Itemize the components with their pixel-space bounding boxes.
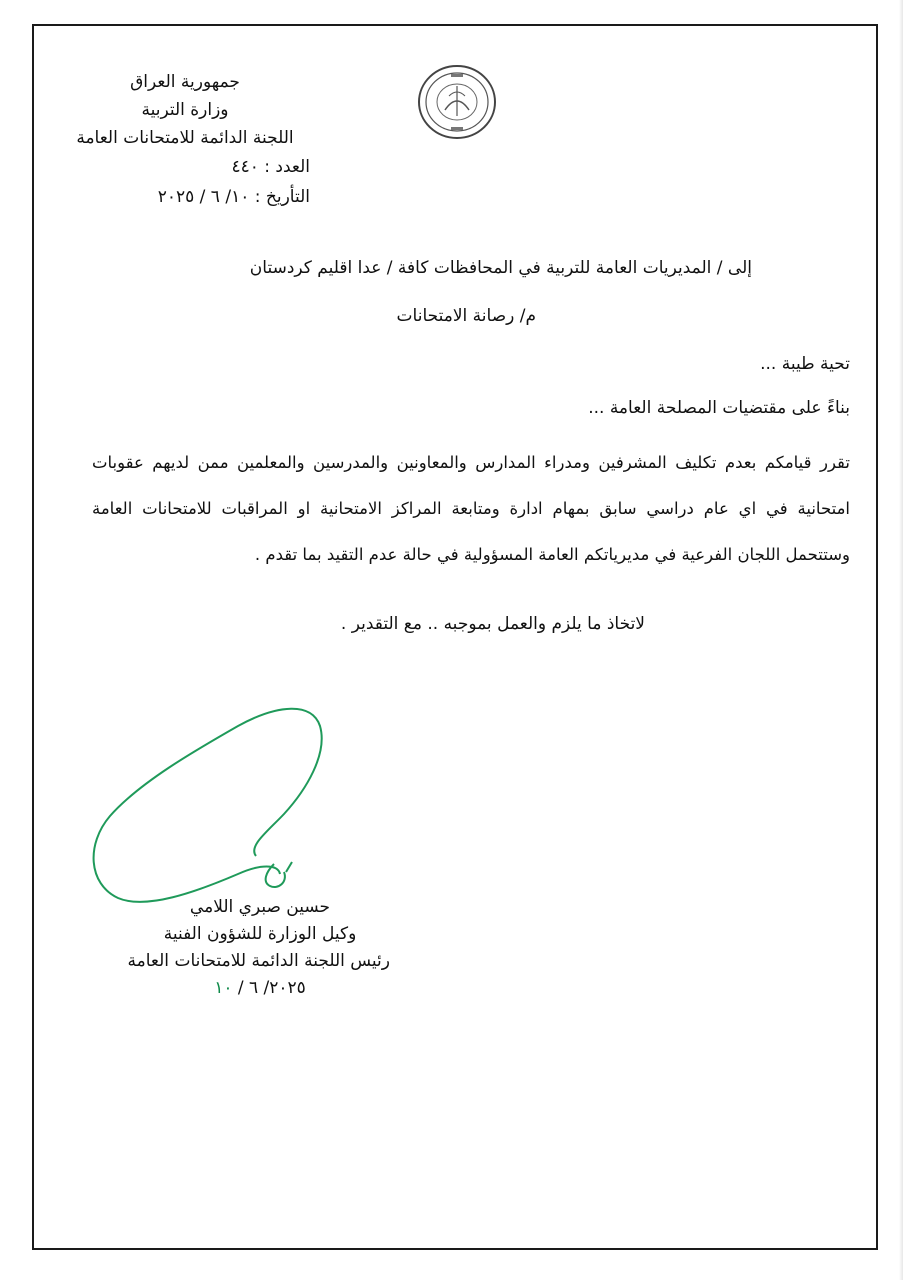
signatory-title-2: رئيس اللجنة الدائمة للامتحانات العامة xyxy=(127,951,390,971)
document-number: العدد : ٤٤٠ xyxy=(231,157,310,177)
signatory-block xyxy=(127,894,390,1002)
subject-line: م/ رصانة الامتحانات xyxy=(396,306,536,326)
scan-edge xyxy=(899,0,903,1280)
greeting-line: تحية طيبة ... xyxy=(760,354,850,374)
document-date: التأريخ : ١٠/ ٦ / ٢٠٢٥ xyxy=(157,187,310,207)
ministry-seal-icon xyxy=(415,62,499,142)
signature-date xyxy=(130,975,390,1002)
letterhead-block xyxy=(60,68,310,152)
signatory-title-1: وكيل الوزارة للشؤون الفنية xyxy=(163,924,357,944)
reference-block xyxy=(100,152,310,212)
letter-body: تقرر قيامكم بعدم تكليف المشرفين ومدراء المدارس والمعاونين والمدرسين والمعلمين ممن لديهم عقوبات امتحانية في اي عام دراسي سابق بمهام ادارة ومتابعة المراكز الامتحانية او المراقبات للامتحانات العامة وستتحمل اللجان الفرعية في مديرياتكم العامة المسؤولية في حالة عدم التقيد بما تقدم . xyxy=(92,453,850,564)
signatory-name: حسين صبري اللامي xyxy=(189,897,331,917)
signature-date-day: ١٠ xyxy=(214,978,233,998)
ministry-name: وزارة التربية xyxy=(141,100,229,120)
committee-name: اللجنة الدائمة للامتحانات العامة xyxy=(76,128,294,148)
closing-line: لاتخاذ ما يلزم والعمل بموجبه .. مع التقدير . xyxy=(340,614,645,634)
country-name: جمهورية العراق xyxy=(130,72,240,92)
opening-line: بناءً على مقتضيات المصلحة العامة ... xyxy=(588,398,850,418)
handwritten-signature xyxy=(88,696,338,920)
addressee-line: إلى / المديريات العامة للتربية في المحافظات كافة / عدا اقليم كردستان xyxy=(249,258,752,278)
signature-date-prefix: ٢٠٢٥/ ٦ / xyxy=(232,978,306,998)
